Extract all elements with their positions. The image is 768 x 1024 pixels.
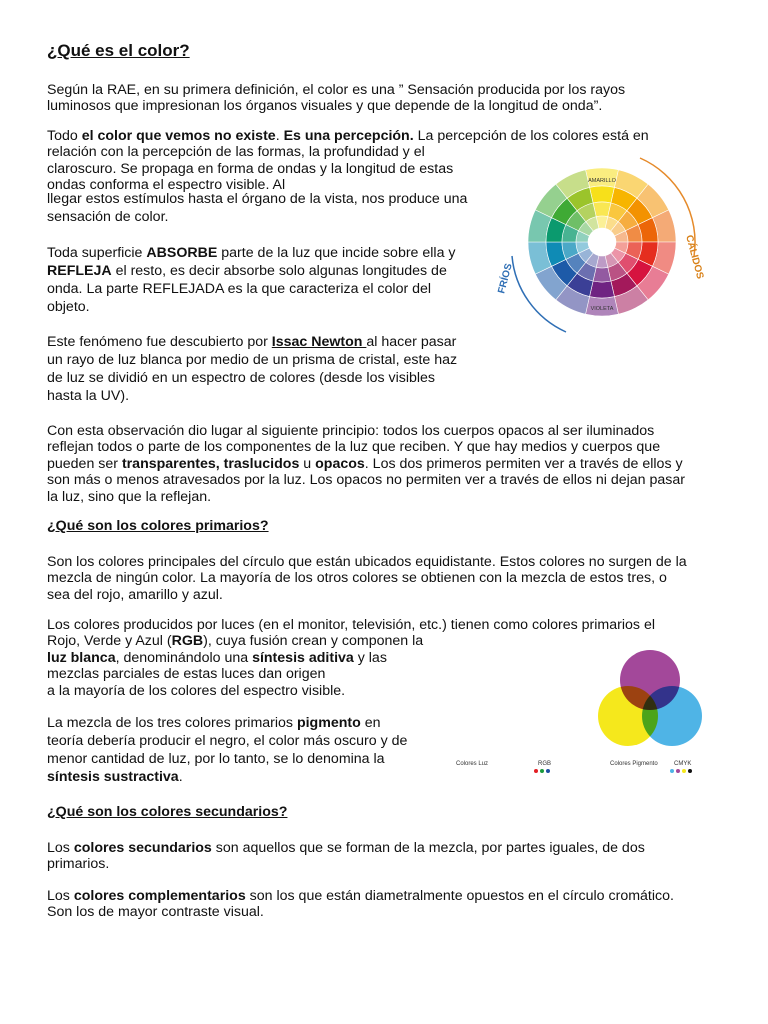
text-line: REFLEJA el resto, es decir absorbe solo algunas longitudes de: [47, 263, 447, 279]
text-line: de luz se dividió en un espectro de colores (desde los visibles: [47, 370, 436, 386]
color-mixing-figure: [446, 650, 718, 780]
rgb-venn: [462, 650, 566, 746]
text-line: menor cantidad de luz, por lo tanto, se lo denomina la: [47, 751, 385, 767]
cmyk-venn: [598, 650, 702, 746]
dot-magenta: [676, 769, 680, 773]
text-line: sea del rojo, amarillo y azul.: [47, 586, 223, 603]
pigment-caption: Colores Pigmento: [610, 761, 658, 767]
text-line: hasta la UV).: [47, 388, 130, 404]
light-caption: Colores Luz: [456, 761, 489, 767]
light-tag: RGB: [538, 761, 552, 767]
text-line: Rojo, Verde y Azul (RGB), cuya fusión crean y componen la: [47, 633, 424, 650]
dot-yellow: [682, 769, 686, 773]
text-line: Son los de mayor contraste visual.: [47, 904, 264, 921]
text-line: pueden ser transparentes, traslucidos u opacos. Los dos primeros permiten ver a través de ellos y: [47, 455, 683, 472]
dot-green: [540, 769, 544, 773]
secundarios-paragraph: [47, 840, 645, 873]
venn-circle: [642, 686, 702, 746]
text-line: Toda superficie ABSORBE parte de la luz que incide sobre ella y: [47, 245, 456, 261]
primarios-paragraph: [47, 554, 687, 603]
text-line: teoría debería producir el negro, el color más oscuro y de: [47, 733, 408, 749]
text-line: sensación de color.: [47, 209, 169, 225]
heading-primarios: ¿Qué son los colores primarios?: [47, 518, 269, 534]
dot-black: [688, 769, 692, 773]
text-line: relación con la percepción de las formas, la profundidad y el: [47, 144, 425, 161]
text-line: claroscuro. Se propaga en forma de ondas y la longitud de estas: [47, 160, 454, 177]
intro-paragraph: [47, 82, 625, 115]
color-wheel-figure: [490, 144, 712, 340]
violet-label: VIOLETA: [590, 306, 614, 312]
yellow-label: AMARILLO: [588, 178, 616, 184]
warm-label: CÁLIDOS: [683, 233, 706, 281]
page-title: ¿Qué es el color?: [47, 41, 190, 60]
text-line: mezclas parciales de estas luces dan origen: [47, 666, 326, 683]
text-line: síntesis sustractiva.: [47, 769, 183, 785]
intro-line: luminosos que impresionan los órganos visuales y que depende de la longitud de onda”.: [47, 98, 603, 115]
intro-line: Según la RAE, en su primera definición, el color es una ” Sensación producida por los rayos: [47, 82, 626, 98]
cool-label: FRÍOS: [496, 262, 515, 295]
complementarios-paragraph: [47, 888, 674, 921]
dot-cyan: [670, 769, 674, 773]
dot-blue: [546, 769, 550, 773]
principle-paragraph: [47, 423, 685, 505]
pigment-tag: CMYK: [674, 761, 692, 767]
text-line: onda. La parte REFLEJADA es la que caracteriza el color del: [47, 281, 432, 297]
text-line: llegar estos estímulos hasta el órgano de la vista, nos produce una: [47, 191, 468, 207]
text-line: reflejan todos o parte de los componentes de la luz que reciben. Y que hay medios y cuerpos que: [47, 439, 661, 456]
text-line: Son los colores principales del círculo que están ubicados equidistante. Estos colores no surgen de la: [47, 554, 687, 570]
text-line: primarios.: [47, 856, 110, 873]
pigment-paragraph: [47, 714, 407, 786]
wheel-segment: [590, 281, 615, 298]
newton-paragraph: [47, 333, 457, 405]
text-line: Los colores producidos por luces (en el monitor, televisión, etc.) tienen como colores primarios el: [47, 617, 655, 633]
dot-red: [534, 769, 538, 773]
wheel-segment: [590, 186, 615, 203]
absorb-paragraph: [47, 244, 456, 316]
text-line: Los colores complementarios son los que están diametralmente opuestos en el círculo cromático.: [47, 888, 674, 904]
text-line: Todo el color que vemos no existe. Es una percepción. La percepción de los colores está en: [47, 128, 649, 144]
text-line: ondas conforma el espectro visible. Al: [47, 177, 286, 194]
text-line: Los colores secundarios son aquellos que se forman de la mezcla, por partes iguales, de dos: [47, 840, 645, 856]
text-line: mezcla de ningún color. La mayoría de los otros colores se obtienen con la mezcla de estos tres, o: [47, 570, 667, 587]
text-line: son más o menos atravesados por la luz. Los opacos no permiten ver a través de ellos ni dejan pasar: [47, 472, 686, 489]
text-line: Con esta observación dio lugar al siguiente principio: todos los cuerpos opacos al ser iluminados: [47, 423, 655, 439]
wheel-center: [588, 228, 616, 256]
text-line: un rayo de luz blanca por medio de un prisma de cristal, este haz: [47, 352, 458, 368]
venn-circle: [506, 686, 566, 746]
heading-secundarios: ¿Qué son los colores secundarios?: [47, 804, 288, 820]
text-line: luz blanca, denominándolo una síntesis aditiva y las: [47, 649, 387, 666]
text-line: Este fenómeno fue descubierto por Issac Newton al hacer pasar: [47, 334, 457, 350]
perception-paragraph-cont: [47, 190, 467, 226]
text-line: objeto.: [47, 299, 90, 315]
text-line: La mezcla de los tres colores primarios pigmento en: [47, 715, 381, 731]
text-line: a la mayoría de los colores del espectro visible.: [47, 682, 346, 699]
text-line: la luz, sino que la reflejan.: [47, 488, 212, 505]
